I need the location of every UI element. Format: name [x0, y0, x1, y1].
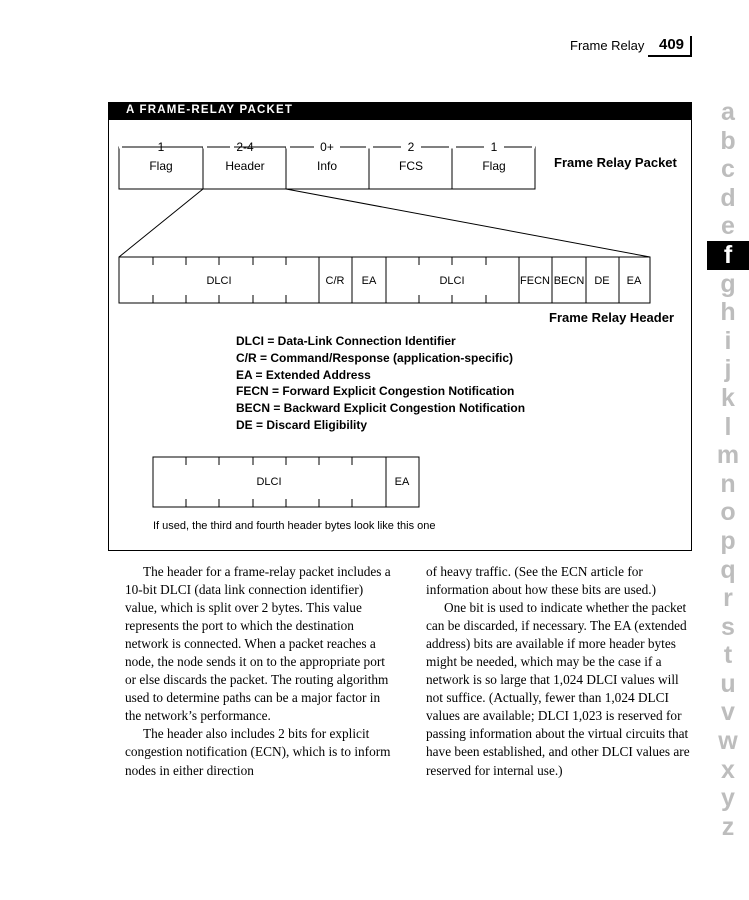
- thumb-index-e: e: [721, 212, 735, 241]
- thumb-index-q: q: [720, 555, 736, 584]
- legend-item: DLCI = Data-Link Connection Identifier: [236, 334, 456, 348]
- packet-field-size: 0+: [320, 140, 334, 154]
- extra-caption: If used, the third and fourth header bytes look like this one: [153, 520, 436, 532]
- header-field: C/R: [325, 275, 345, 287]
- legend: [236, 333, 525, 434]
- extra-field: EA: [394, 476, 410, 488]
- packet-field-name: FCS: [399, 159, 423, 173]
- thumb-index-i: i: [724, 326, 732, 355]
- running-head-rule: [648, 55, 692, 57]
- running-head-rule-vertical: [690, 36, 692, 57]
- packet-field-size: 2: [407, 140, 415, 154]
- packet-field-name: Info: [316, 159, 338, 173]
- extra-header-diagram: [153, 457, 436, 532]
- thumb-index-g: g: [720, 269, 736, 298]
- header-field: FECN: [520, 275, 550, 287]
- header-label: Frame Relay Header: [549, 310, 675, 325]
- packet-field-name: Header: [225, 159, 265, 173]
- running-head-title: Frame Relay: [570, 38, 645, 53]
- legend-item: FECN = Forward Explicit Congestion Notification: [236, 384, 515, 399]
- paragraph: of heavy traffic. (See the ECN article for information about how these bits are used.): [426, 564, 657, 598]
- packet-field-name: Flag: [482, 159, 506, 173]
- thumb-index-n: n: [720, 469, 736, 498]
- legend-item: BECN = Backward Explicit Congestion Notification: [236, 401, 526, 416]
- packet-field-name: Flag: [149, 159, 173, 173]
- extra-field: DLCI: [256, 476, 282, 488]
- thumb-index-s: s: [721, 612, 735, 641]
- thumb-index-o: o: [720, 498, 736, 527]
- figure-title: A FRAME-RELAY PACKET: [126, 104, 294, 116]
- thumb-index-f: f: [707, 241, 749, 270]
- thumb-index-b: b: [720, 126, 736, 155]
- thumb-index-m: m: [716, 441, 740, 470]
- thumb-index-u: u: [720, 669, 736, 698]
- packet-field-size: 2-4: [236, 140, 254, 154]
- running-head: [560, 36, 694, 58]
- thumb-index-c: c: [721, 155, 735, 184]
- thumb-index-y: y: [721, 784, 735, 813]
- header-field: DLCI: [206, 275, 232, 287]
- page-number: 409: [659, 36, 685, 53]
- paragraph: One bit is used to indicate whether the packet can be discarded, if necessary. The EA (extended address) bits are available if more header bytes might be needed, which may be the case if a network is so large that 1,024 DLCI values will not suffice. (Actually, fewer than 1,024 DLCI values are available; DLCI 1,023 is reserved for passing information about the virtual circuits that have been established, and other DLCI values are reserved for internal use.): [426, 600, 690, 778]
- thumb-index-z: z: [721, 812, 735, 841]
- header-field: EA: [626, 275, 642, 287]
- header-field: EA: [361, 275, 377, 287]
- header-diagram: [119, 257, 674, 325]
- legend-item: DE = Discard Eligibility: [236, 417, 368, 432]
- thumb-index-r: r: [723, 584, 733, 613]
- legend-item: C/R = Command/Response (application-specific): [236, 350, 514, 365]
- paragraph: The header also includes 2 bits for explicit congestion notification (ECN), which is to inform nodes in either direction: [125, 726, 391, 778]
- thumb-index-x: x: [721, 755, 735, 784]
- thumb-index-l: l: [724, 412, 732, 441]
- legend-item: EA = Extended Address: [236, 367, 371, 382]
- thumb-index-a: a: [721, 98, 735, 126]
- thumb-index-h: h: [720, 298, 736, 327]
- thumb-index-d: d: [720, 183, 736, 212]
- header-field: DE: [594, 275, 610, 287]
- thumb-index-v: v: [721, 698, 735, 727]
- thumb-index: [707, 98, 749, 841]
- thumb-index-k: k: [721, 383, 735, 412]
- packet-label: Frame Relay Packet: [554, 155, 677, 170]
- thumb-index-p: p: [720, 526, 736, 555]
- paragraph: The header for a frame-relay packet includes a 10-bit DLCI (data link connection identifier) value, which is split over 2 bytes. This value represents the port to which the destination network is connected. When a packet reaches a node, the node sends it on to the appropriate port or else discards the packet. The routing algorithm used to determine paths can be a major factor in the network’s performance.: [125, 564, 391, 724]
- thumb-index-t: t: [723, 641, 733, 670]
- packet-field-size: 1: [157, 140, 165, 154]
- body-column-left: [125, 563, 393, 780]
- figure-frame-relay-packet: [108, 102, 692, 551]
- header-field: DLCI: [439, 275, 465, 287]
- figure-diagram: [109, 103, 693, 552]
- thumb-index-w: w: [718, 727, 738, 756]
- body-column-right: [426, 563, 696, 780]
- expansion-line: [119, 189, 203, 257]
- packet-diagram: [119, 140, 678, 189]
- header-field: BECN: [553, 275, 585, 287]
- expansion-line: [286, 189, 650, 257]
- thumb-index-j: j: [724, 355, 732, 384]
- packet-field-size: 1: [490, 140, 498, 154]
